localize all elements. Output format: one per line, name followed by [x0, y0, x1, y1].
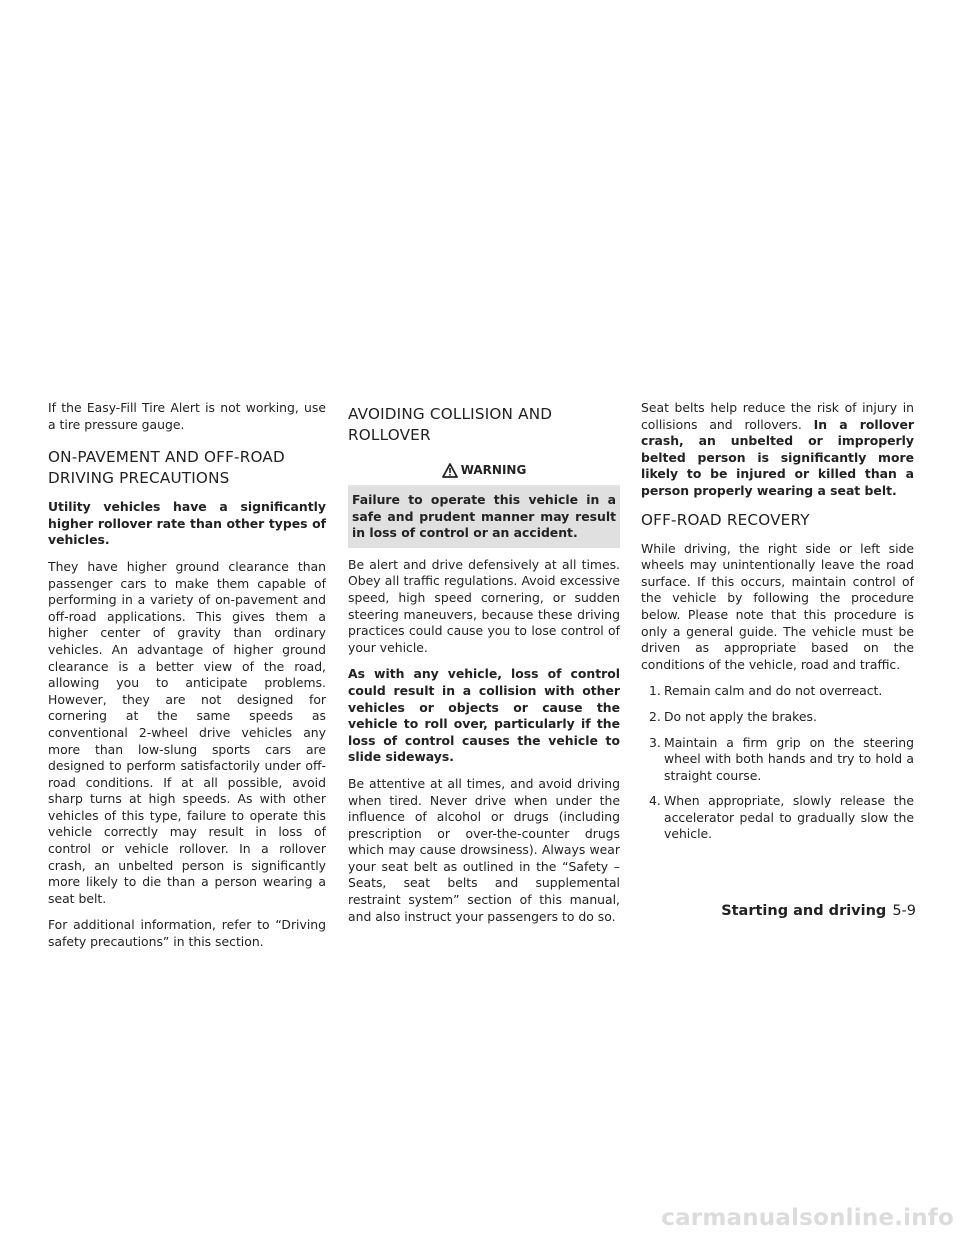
footer-section-title: Starting and driving [721, 903, 887, 919]
attentive-driving-paragraph: Be attentive at all times, and avoid driving when tired. Never drive when under the influence of alcohol or drugs (including prescription or over-the-counter drugs which may cause drowsiness). Always wear your seat belt as outlined in the “Safety – Seats, seat belts and supplemental restraint system” section of this manual, and also instruct your passengers to do so. [348, 775, 620, 924]
step-text: Maintain a firm grip on the steering wheel with both hands and try to hold a straight course. [664, 734, 914, 783]
list-item [649, 735, 914, 785]
column-1 [48, 400, 326, 961]
warning-triangle-icon [442, 463, 458, 478]
column-2 [348, 404, 620, 935]
step-text: When appropriate, slowly release the accelerator pedal to gradually slow the vehicle. [664, 793, 914, 842]
list-item [649, 683, 914, 700]
seat-belts-text: Seat belts help reduce the risk of injury in collisions and rollovers. [641, 400, 914, 432]
warning-label: WARNING [460, 463, 527, 477]
intro-paragraph: If the Easy-Fill Tire Alert is not working, use a tire pressure gauge. [48, 400, 326, 432]
step-text: Do not apply the brakes. [664, 708, 817, 724]
recovery-steps-list [641, 683, 914, 843]
additional-info-paragraph: For additional information, refer to “Driving safety precautions” in this section. [48, 917, 326, 950]
ground-clearance-paragraph: They have higher ground clearance than passenger cars to make them capable of performing in a variety of on-pavement and off-road applications. This gives them a higher center of gravity than ordinary vehicles. An advantage of higher ground clearance is a better view of the road, allowing you to anticipate problems. However, they are not designed for cornering at the same speeds as conventional 2-wheel drive vehicles any more than low-slung sports cars are designed to perform satisfactorily under off-road conditions. If at all possible, avoid sharp turns at high speeds. As with other vehicles of this type, failure to operate this vehicle correctly may result in loss of control or vehicle rollover. In a rollover crash, an unbelted person is significantly more likely to die than a person wearing a seat belt. [48, 558, 326, 906]
step-text: Remain calm and do not overreact. [664, 683, 883, 699]
watermark: carmanualsonline.info [661, 1205, 954, 1231]
step-number: 1. [649, 683, 661, 699]
rollover-crash-bold-text: In a rollover crash, an unbelted or improperly belted person is significantly more likely to be injured or killed than a person properly wearing a seat belt. [641, 416, 914, 498]
heading-on-pavement-off-road: ON-PAVEMENT AND OFF-ROAD DRIVING PRECAUTIONS [48, 448, 285, 488]
column-3 [641, 400, 914, 852]
off-road-recovery-paragraph: While driving, the right side or left side wheels may unintentionally leave the road surface. If this occurs, maintain control of the vehicle by following the procedure below. Please note that this procedure is only a general guide. The vehicle must be driven as appropriate based on the conditions of the vehicle, road and traffic. [641, 540, 914, 672]
heading-off-road-recovery: OFF-ROAD RECOVERY [641, 510, 810, 529]
warning-text: Failure to operate this vehicle in a safe and prudent manner may result in loss of control or an accident. [348, 487, 620, 548]
list-item [649, 709, 914, 726]
step-number: 3. [649, 734, 661, 750]
warning-header [348, 456, 620, 487]
seat-belts-paragraph [641, 400, 914, 500]
rollover-rate-warning-paragraph: Utility vehicles have a significantly higher rollover rate than other types of vehicles. [48, 499, 326, 548]
page-footer [721, 903, 916, 919]
loss-of-control-paragraph: As with any vehicle, loss of control could result in a collision with other vehicles or objects or cause the vehicle to roll over, particularly if the loss of control causes the vehicle to slide sideways. [348, 666, 620, 765]
heading-avoiding-collision: AVOIDING COLLISION AND ROLLOVER [348, 405, 553, 444]
step-number: 2. [649, 708, 661, 724]
defensive-driving-paragraph: Be alert and drive defensively at all times. Obey all traffic regulations. Avoid excessive speed, high speed cornering, or sudden steering maneuvers, because these driving practices could cause you to lose control of your vehicle. [348, 556, 620, 655]
list-item [649, 793, 914, 843]
step-number: 4. [649, 793, 661, 809]
footer-page-number: 5-9 [892, 903, 916, 919]
